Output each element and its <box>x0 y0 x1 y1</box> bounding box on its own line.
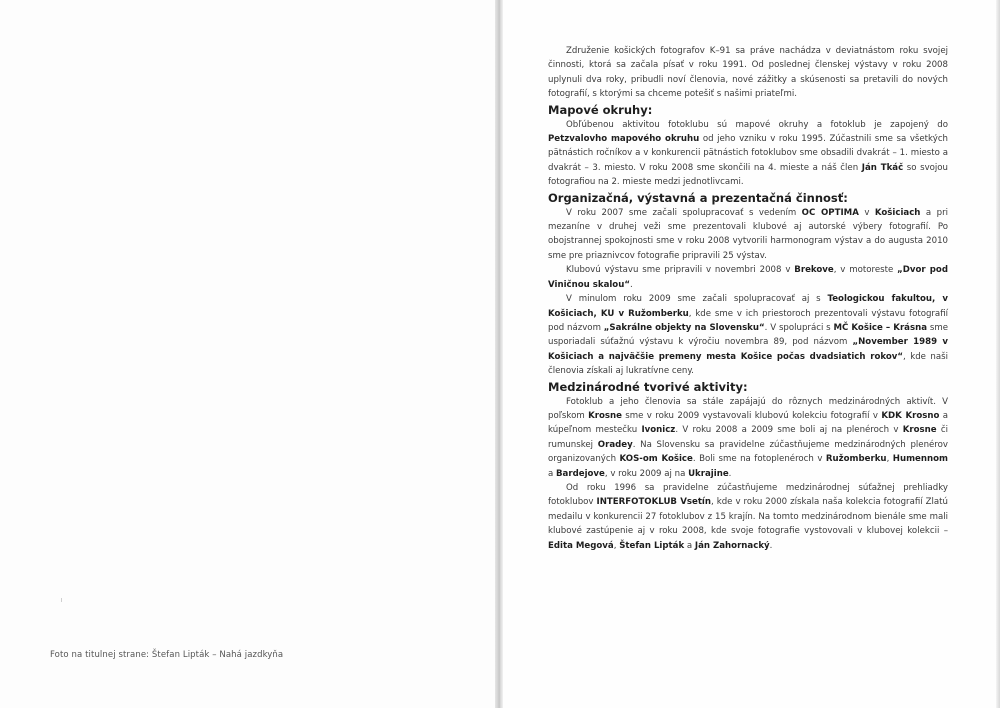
text-run: so svojou fotografiou na 2. mieste medzi jednotlivcami. <box>548 162 949 188</box>
paper-speck <box>61 598 62 602</box>
section-heading-organization: Organizačná, výstavná a prezentačná činnosť: <box>548 190 848 205</box>
text-run: V roku 2007 sme začali spolupracovať s vedením <box>566 207 802 218</box>
bold-run: Oradey <box>597 439 633 450</box>
text-run: . <box>629 279 633 290</box>
book-gutter <box>495 0 503 708</box>
bold-run: Ivonicz <box>641 425 676 436</box>
text-run: . Na Slovensku sa pravidelne zúčastňujeme medzinárodných plenérov organizovaných <box>548 439 948 465</box>
map-circuits-paragraph <box>548 118 948 190</box>
left-page <box>0 0 496 708</box>
bold-run: INTERFOTOKLUB Vsetín <box>596 497 711 508</box>
bold-run: Ján Zahornacký <box>694 540 770 551</box>
bold-run: Štefan Lipták <box>619 540 685 551</box>
text-run: . <box>728 468 732 479</box>
text-run: a pri mezaníne v druhej veži sme prezentovali klubové aj autorské výbery fotografií. Po obojstrannej spokojnosti sme v roku 2008 vytvorili harmonogram výstav a do augusta 2010 sme pre priaznivcov fotografie pripravili 25 výstav. <box>548 207 948 261</box>
text-run: Fotoklub a jeho členovia sa stále zapájajú do rôznych medzinárodných aktivít. V poľskom <box>548 396 948 421</box>
text-run: . <box>769 540 773 551</box>
bold-run: Brekove <box>794 265 834 276</box>
bold-run: „November 1989 v Košiciach a najväčšie premeny mesta Košice počas dvadsiatich rokov“ <box>548 337 948 362</box>
bold-run: Petzvalovho mapového okruhu <box>548 134 700 145</box>
text-run: , <box>613 540 620 551</box>
bold-run: Bardejove <box>556 468 605 479</box>
bold-run: KOS-om Košice <box>619 454 693 465</box>
text-run: a <box>548 468 556 479</box>
text-run: Klubovú výstavu sme pripravili v novembri 2008 v <box>566 265 795 276</box>
text-run: . Boli sme na fotoplenéroch v <box>692 454 826 465</box>
bold-run: KDK Krosno <box>881 410 940 421</box>
bold-run: „Dvor pod Viničnou skalou“ <box>548 265 948 290</box>
section-heading-map-circuits: Mapové okruhy: <box>548 102 653 117</box>
page-edge <box>996 0 1000 708</box>
text-run: sme v roku 2009 vystavovali klubovú kolekciu fotografií v <box>621 410 882 421</box>
text-run: a kúpeľnom mestečku <box>548 410 949 436</box>
bold-run: Krosne <box>588 410 622 421</box>
text-run: Obľúbenou aktivitou fotoklubu sú mapové okruhy a fotoklub je zapojený do <box>566 119 948 130</box>
text-run: , kde naši členovia získali aj lukratívne ceny. <box>548 351 948 377</box>
bold-run: Košiciach <box>874 207 921 218</box>
bold-run: Humennom <box>892 454 948 465</box>
section-heading-international: Medzinárodné tvorivé aktivity: <box>548 379 748 394</box>
bold-run: OC OPTIMA <box>801 207 859 218</box>
cover-photo-caption: Foto na titulnej strane: Štefan Lipták – Nahá jazdkyňa <box>50 650 284 660</box>
intro-paragraph: Združenie košických fotografov K–91 sa práve nachádza v deviatnástom roku svojej činnosti, ktorá sa začala písať v roku 1991. Od poslednej členskej výstavy v roku 2008 uplynuli dva roky, pribudli noví členovia, nové zážitky a skúsenosti sa pretavili do nových fotografií, s ktorými sa chceme potešiť s našimi priateľmi. <box>548 46 948 100</box>
bold-run: MČ Košice – Krásna <box>833 322 928 333</box>
text-run: , v roku 2009 aj na <box>604 468 689 479</box>
right-page-text <box>548 44 948 553</box>
organization-paragraph-2 <box>548 263 948 292</box>
text-run: , v motoreste <box>833 265 898 276</box>
text-run: V minulom roku 2009 sme začali spolupracovať aj s <box>566 294 828 305</box>
international-paragraph-1 <box>548 395 948 481</box>
text-run: sme usporiadali súťažnú výstavu k výročiu novembra 89, pod názvom <box>548 322 948 348</box>
bold-run: Ukrajine <box>688 468 729 479</box>
organization-paragraph-3 <box>548 292 948 378</box>
text-run: , kde sme v ich priestoroch prezentovali výstavu fotografií pod názvom <box>548 308 949 333</box>
bold-run: Ján Tkáč <box>861 162 904 173</box>
bold-run: Edita Megová <box>548 540 614 551</box>
text-run: . V roku 2008 a 2009 sme boli aj na plenéroch v <box>675 425 903 436</box>
organization-paragraph-1 <box>548 206 948 264</box>
bold-run: Krosne <box>902 425 937 436</box>
international-paragraph-2 <box>548 481 948 553</box>
text-run: , <box>886 454 893 465</box>
text-run: Od roku 1996 sa pravidelne zúčastňujeme medzinárodnej súťažnej prehliadky fotoklubov <box>548 482 948 508</box>
text-run: v <box>858 207 875 218</box>
text-run: či rumunskej <box>548 425 948 450</box>
text-run: a <box>684 540 695 551</box>
text-run: , kde v roku 2000 získala naša kolekcia fotografií Zlatú medailu v konkurencii 27 fotoklubov z 15 krajín. Na tomto medzinárodnom bienále sme mali klubové zastúpenie aj v roku 2008, kde svoje fotografie vystovovali v klubovej kolekcii – <box>548 497 948 537</box>
text-run: . V spolupráci s <box>764 322 834 333</box>
bold-run: Ružomberku <box>825 454 887 465</box>
text-run: od jeho vzniku v roku 1995. Zúčastnili sme sa všetkých pätnástich ročníkov a v konkurencii pätnástich fotoklubov sme obsadili dvakrát – 1. miesto a dvakrát – 3. miesto. V roku 2008 sme skončili na 4. mieste a náš člen <box>548 134 948 173</box>
bold-run: Teologickou fakultou, v Košiciach, KU v Ružomberku <box>548 294 949 319</box>
bold-run: „Sakrálne objekty na Slovensku“ <box>603 322 765 333</box>
